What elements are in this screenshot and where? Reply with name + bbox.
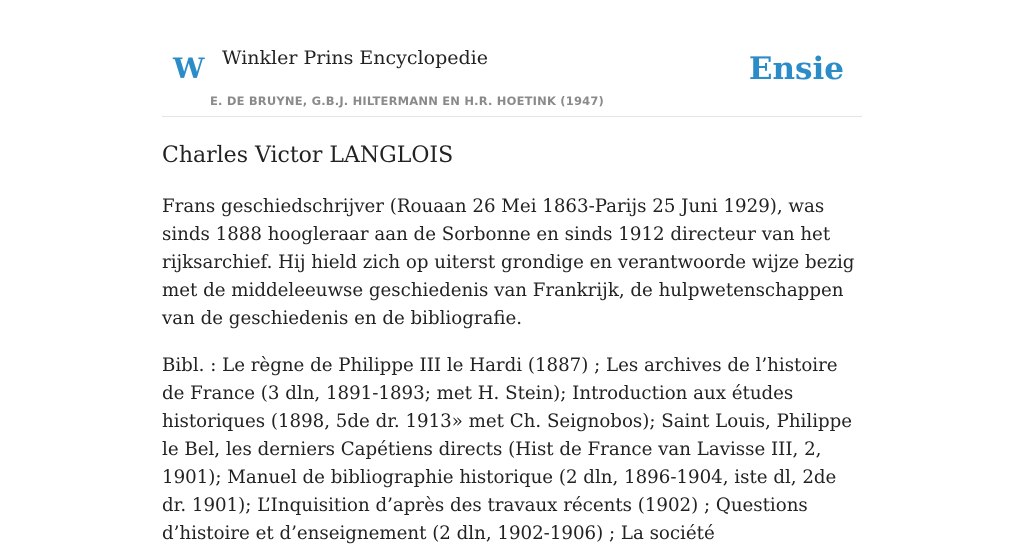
article — [162, 143, 862, 548]
article-paragraph-bibliography: Bibl. : Le règne de Philippe III le Hardi (1887) ; Les archives de l’histoire de France (3 dln, 1891-1893; met H. Stein); Introduction aux études historiques (1898, 5de dr. 1913» met Ch. Seignobos); Saint Louis, Philippe le Bel, les derniers Capétiens directs (Hist de France van Lavisse III, 2, 1901); Manuel de bibliographie historique (2 dln, 1896-1904, iste dl, 2de dr. 1901); L’Inquisition d’après des travaux récents (1902) ; Questions d’histoire et d’enseignement (2 dln, 1902-1906) ; La société — [162, 355, 853, 544]
ensie-logo[interactable]: Ensie — [748, 51, 844, 87]
page — [162, 0, 862, 548]
source-logo[interactable]: W — [173, 52, 205, 85]
source-title[interactable]: Winkler Prins Encyclopedie — [222, 47, 488, 69]
source-authors: E. DE BRUYNE, G.B.J. HILTERMANN EN H.R. HOETINK (1947) — [210, 94, 605, 108]
article-title: Charles Victor LANGLOIS — [162, 143, 454, 168]
article-paragraph-definition: Frans geschiedschrijver (Rouaan 26 Mei 1863-Parijs 25 Juni 1929), was sinds 1888 hoogleraar aan de Sorbonne en sinds 1912 directeur van het rijksarchief. Hij hield zich op uiterst grondige en verantwoorde wijze bezig met de middeleeuwse geschiedenis van Frankrijk, de hulpwetenschappen van de geschiedenis en de bibliografie. — [162, 196, 855, 329]
source-header — [162, 0, 862, 117]
